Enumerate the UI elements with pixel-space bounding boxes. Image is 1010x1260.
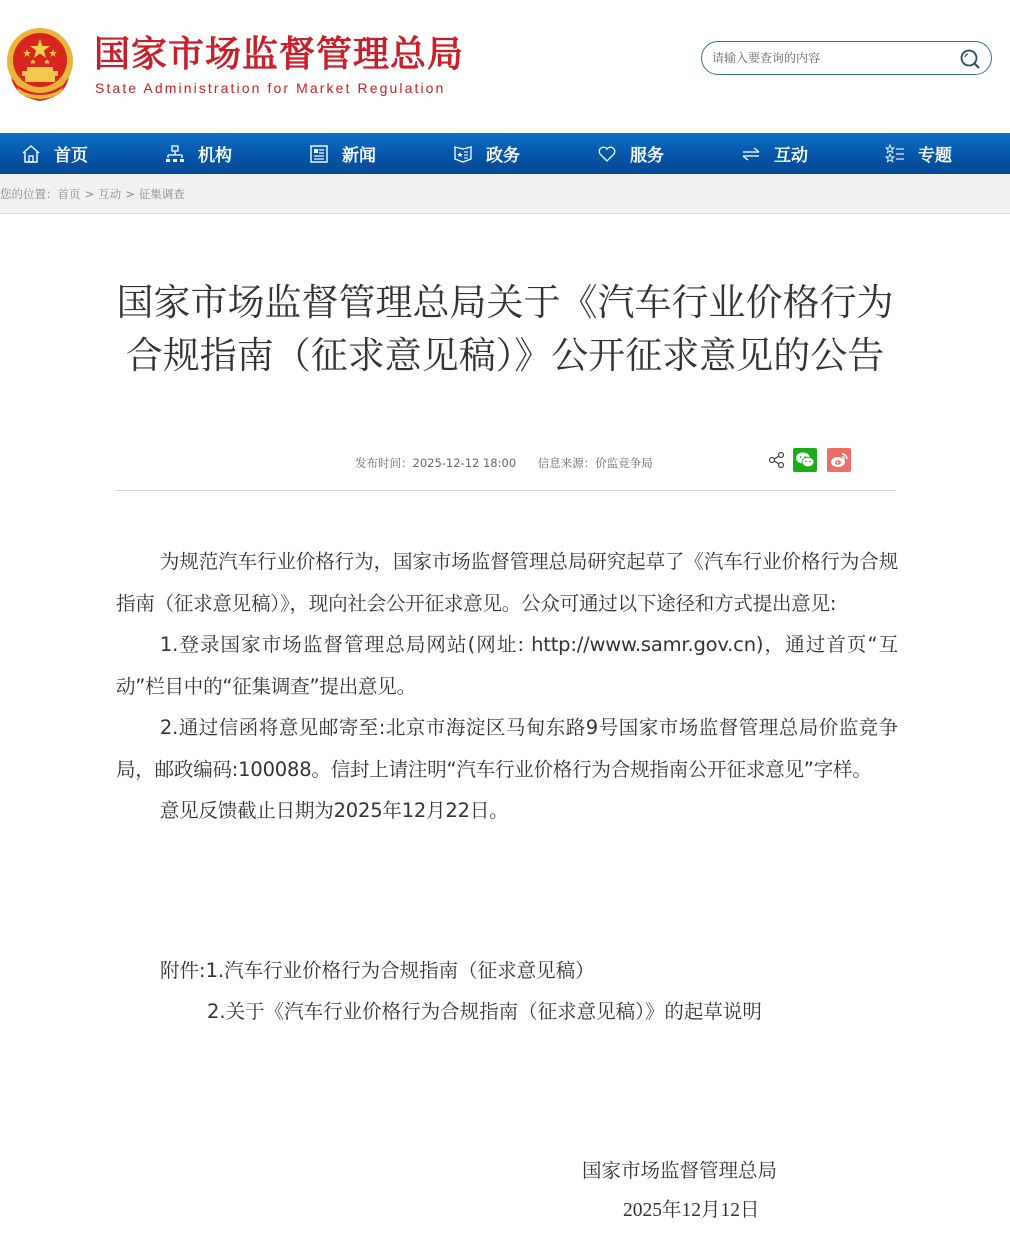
attachment-2[interactable]: 2.关于《汽车行业价格行为合规指南（征求意见稿）》的起草说明 <box>207 1000 762 1023</box>
nav-label: 机构 <box>198 146 232 166</box>
source-value: 价监竞争局 <box>595 456 653 470</box>
nav-label: 互动 <box>774 146 808 166</box>
national-emblem-icon[interactable] <box>5 27 75 105</box>
search-input[interactable] <box>712 48 952 68</box>
weibo-icon <box>829 451 849 469</box>
breadcrumb-prefix: 您的位置： <box>0 186 58 201</box>
search-icon[interactable] <box>959 48 981 70</box>
nav-label: 首页 <box>54 146 88 166</box>
newspaper-icon <box>308 143 330 165</box>
paragraph-method-2: 2.通过信函将意见邮寄至:北京市海淀区马甸东路9号国家市场监督管理总局价监竞争局，邮政编码:100088。信封上请注明“汽车行业价格行为合规指南公开征求意见”字样。 <box>116 716 898 781</box>
nav-label: 新闻 <box>342 146 376 166</box>
nav-item-services[interactable] <box>576 133 720 174</box>
nav-item-organization[interactable] <box>144 133 288 174</box>
attachments <box>160 950 762 1032</box>
nav-item-interaction[interactable] <box>720 133 864 174</box>
article-meta <box>355 455 671 471</box>
paragraph-deadline: 意见反馈截止日期为2025年12月22日。 <box>159 799 509 822</box>
weibo-share-button[interactable] <box>827 448 851 472</box>
attachment-1[interactable]: 附件:1.汽车行业价格行为合规指南（征求意见稿） <box>160 959 595 982</box>
site-title-en: State Administration for Market Regulation <box>95 80 446 96</box>
org-chart-icon <box>164 143 186 165</box>
nav-item-news[interactable] <box>288 133 432 174</box>
main-nav <box>0 133 1010 174</box>
star-list-icon <box>884 143 906 165</box>
article-body <box>116 541 898 832</box>
publish-time <box>355 456 516 470</box>
nav-label: 专题 <box>918 146 952 166</box>
breadcrumb-item-survey[interactable]: 征集调查 <box>138 186 185 201</box>
wechat-icon <box>795 451 815 469</box>
source <box>538 456 653 470</box>
breadcrumb-item-interaction[interactable]: 互动 <box>98 186 122 201</box>
publish-label: 发布时间： <box>355 456 413 470</box>
heart-icon <box>596 143 618 165</box>
government-icon <box>452 143 474 165</box>
nav-label: 政务 <box>486 146 520 166</box>
breadcrumb <box>0 174 1010 214</box>
nav-item-government[interactable] <box>432 133 576 174</box>
search-box <box>701 41 992 75</box>
site-header <box>0 0 1010 133</box>
article-title: 国家市场监督管理总局关于《汽车行业价格行为合规指南（征求意见稿）》公开征求意见的公告 <box>116 281 894 377</box>
nav-item-topics[interactable] <box>864 133 1008 174</box>
paragraph-intro: 为规范汽车行业价格行为，国家市场监督管理总局研究起草了《汽车行业价格行为合规指南（征求意见稿）》，现向社会公开征求意见。公众可通过以下途径和方式提出意见: <box>116 550 898 615</box>
site-title-cn[interactable]: 国家市场监督管理总局 <box>94 34 465 75</box>
signature-date: 2025年12月12日 <box>623 1200 760 1221</box>
home-icon <box>20 143 42 165</box>
share-bar <box>768 448 851 472</box>
breadcrumb-separator: > <box>84 186 95 201</box>
source-label: 信息来源： <box>537 456 596 470</box>
paragraph-method-1: 1.登录国家市场监督管理总局网站(网址: http://www.samr.gov.cn)，通过首页“互动”栏目中的“征集调查”提出意见。 <box>116 633 898 698</box>
title-divider <box>115 490 896 491</box>
signature-org: 国家市场监督管理总局 <box>582 1159 778 1182</box>
wechat-share-button[interactable] <box>793 448 817 472</box>
nav-item-home[interactable] <box>0 133 144 174</box>
breadcrumb-separator: > <box>125 186 135 201</box>
exchange-arrows-icon <box>740 143 762 165</box>
breadcrumb-item-home[interactable]: 首页 <box>57 186 81 201</box>
publish-value: 2025-12-12 18:00 <box>412 456 517 470</box>
share-icon[interactable] <box>768 451 786 469</box>
nav-label: 服务 <box>630 146 664 166</box>
